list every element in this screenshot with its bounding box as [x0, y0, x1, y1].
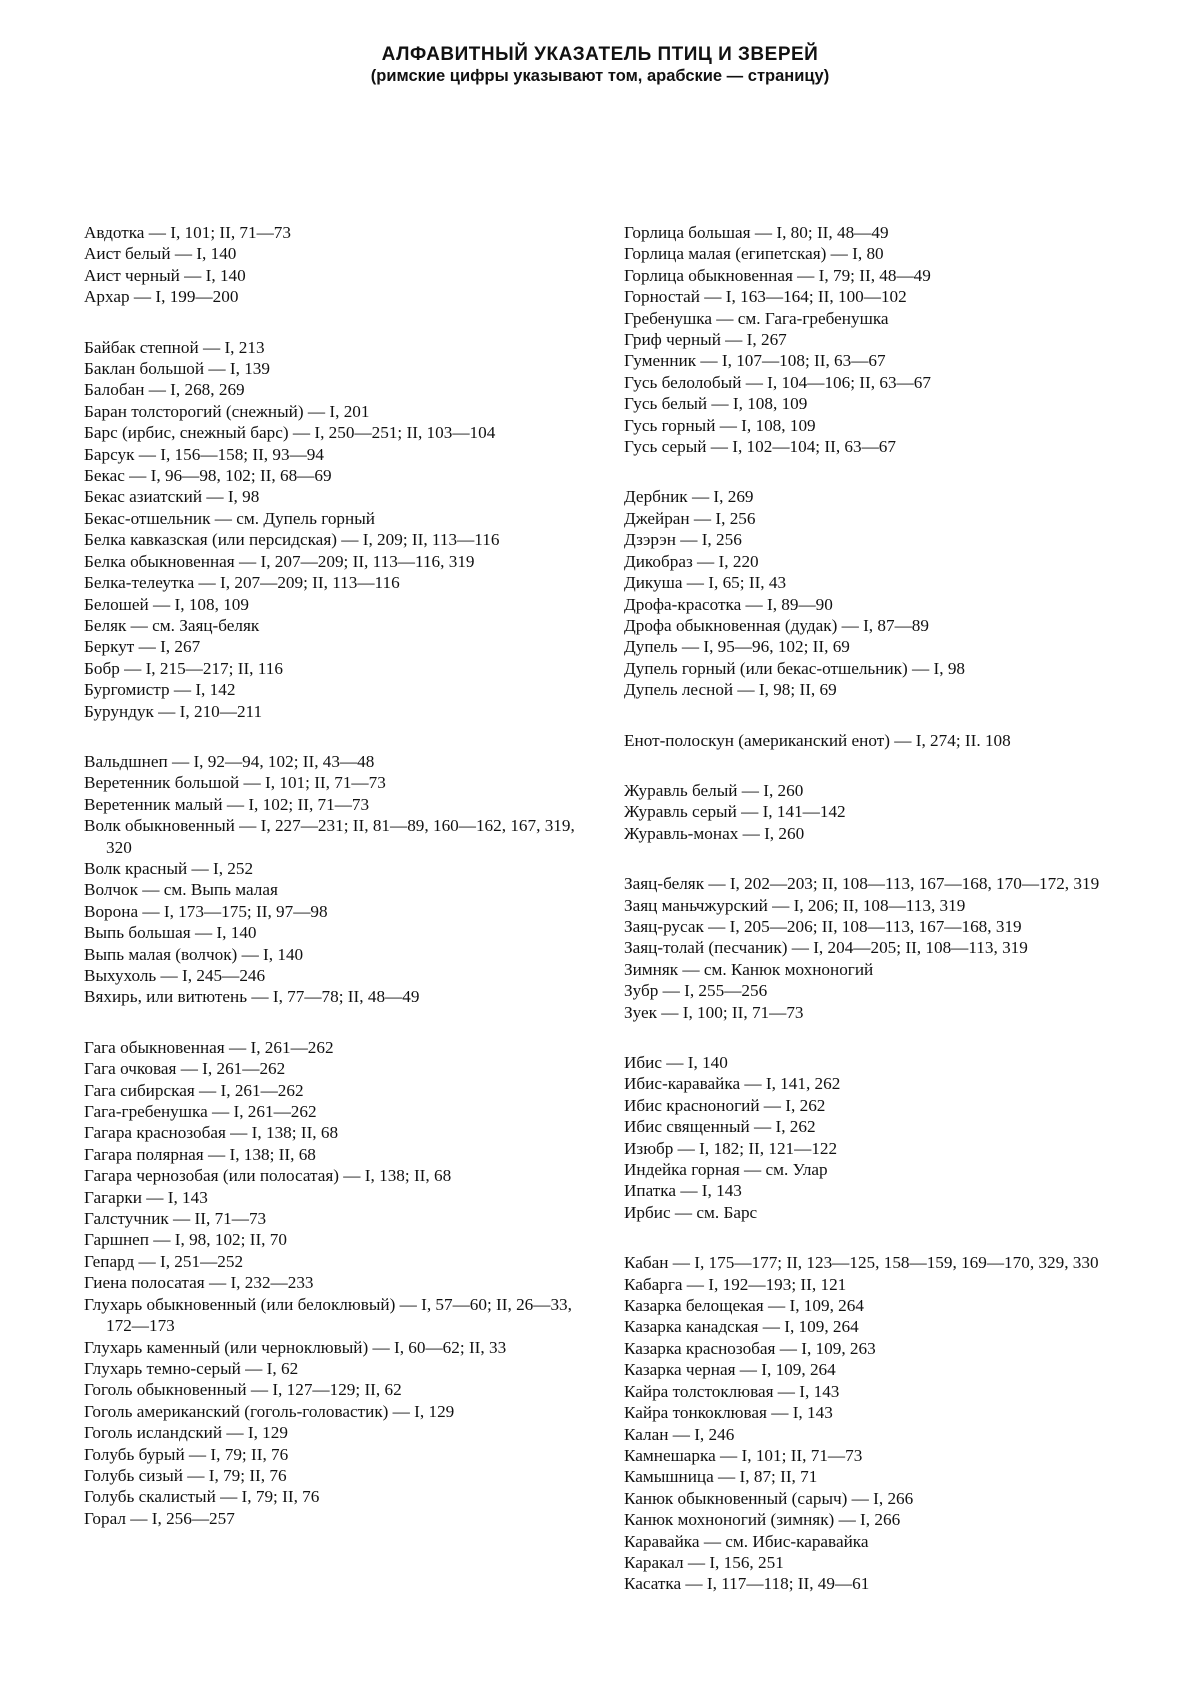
index-entry: Бургомистр — I, 142	[84, 680, 236, 700]
index-entry: Гриф черный — I, 267	[624, 330, 787, 350]
index-entry: Заяц-толай (песчаник) — I, 204—205; II, 108—113, 319	[624, 938, 1028, 958]
index-entry: Дикобраз — I, 220	[624, 551, 759, 571]
index-entry: Выхухоль — I, 245—246	[84, 966, 266, 985]
index-entry: Горал — I, 256—257	[84, 1508, 235, 1528]
index-entry: Индейка горная — см. Улар	[624, 1160, 828, 1180]
index-entry: Волчок — см. Выпь малая	[84, 880, 278, 900]
index-entry: Гагарки — I, 143	[84, 1187, 208, 1207]
index-entry: Гага сибирская — I, 261—262	[84, 1080, 304, 1100]
index-entry: Бекас азиатский — I, 98	[84, 487, 260, 507]
index-entry: Гусь белый — I, 108, 109	[624, 394, 808, 414]
index-entry: Казарка черная — I, 109, 264	[624, 1360, 836, 1380]
index-entry: Ипатка — I, 143	[624, 1181, 742, 1201]
index-entry: Гепард — I, 251—252	[84, 1251, 244, 1271]
index-entry: Горностай — I, 163—164; II, 100—102	[624, 287, 907, 307]
letter-group	[624, 1052, 1124, 1223]
index-entry: Аист черный — I, 140	[84, 265, 246, 285]
index-entry: Горлица обыкновенная — I, 79; II, 48—49	[624, 265, 931, 285]
index-entry: Вальдшнеп — I, 92—94, 102; II, 43—48	[84, 751, 375, 771]
index-entry: Казарка белощекая — I, 109, 264	[624, 1296, 864, 1316]
index-entry: Бобр — I, 215—217; II, 116	[84, 658, 283, 678]
index-entry: Веретенник большой — I, 101; II, 71—73	[84, 773, 386, 793]
index-entry: Енот-полоскун (американский енот) — I, 274; II. 108	[624, 730, 1011, 750]
letter-group	[624, 730, 1124, 751]
page-header	[0, 44, 1200, 86]
index-entry: Зимняк — см. Канюк мохноногий	[624, 959, 874, 979]
index-entry: Белка обыкновенная — I, 207—209; II, 113—116, 319	[84, 551, 475, 571]
index-entry: Канюк обыкновенный (сарыч) — I, 266	[624, 1488, 914, 1508]
index-entry: Глухарь каменный (или черноклювый) — I, 60—62; II, 33	[84, 1337, 507, 1357]
index-entry: Кабарга — I, 192—193; II, 121	[624, 1274, 847, 1294]
letter-group	[84, 751, 584, 1008]
index-entry: Зубр — I, 255—256	[624, 981, 768, 1001]
index-entry: Гребенушка — см. Гага-гребенушка	[624, 308, 889, 328]
letter-group	[84, 1037, 584, 1529]
letter-group	[624, 1252, 1124, 1595]
index-entry: Горлица малая (египетская) — I, 80	[624, 244, 884, 264]
index-entry: Гагара краснозобая — I, 138; II, 68	[84, 1123, 339, 1143]
index-entry: Голубь скалистый — I, 79; II, 76	[84, 1487, 320, 1507]
index-entry: Дупель — I, 95—96, 102; II, 69	[624, 637, 850, 657]
index-entry: Беркут — I, 267	[84, 637, 201, 657]
index-entry: Камнешарка — I, 101; II, 71—73	[624, 1445, 863, 1465]
left-column	[84, 222, 584, 1558]
index-entry: Авдотка — I, 101; II, 71—73	[84, 223, 291, 242]
index-entry: Дзэрэн — I, 256	[624, 530, 742, 550]
letter-group	[624, 873, 1124, 1023]
index-entry: Веретенник малый — I, 102; II, 71—73	[84, 794, 370, 814]
index-entry: Джейран — I, 256	[624, 508, 756, 528]
index-entry: Голубь сизый — I, 79; II, 76	[84, 1465, 287, 1485]
index-entry: Архар — I, 199—200	[84, 287, 239, 307]
index-entry: Гусь серый — I, 102—104; II, 63—67	[624, 437, 896, 457]
index-entry: Бекас — I, 96—98, 102; II, 68—69	[84, 466, 332, 486]
index-entry: Гагара чернозобая (или полосатая) — I, 138; II, 68	[84, 1166, 452, 1186]
index-entry: Дербник — I, 269	[624, 487, 754, 507]
index-entry: Заяц маньчжурский — I, 206; II, 108—113, 319	[624, 895, 966, 915]
index-entry: Дупель лесной — I, 98; II, 69	[624, 680, 837, 700]
index-entry: Ибис-каравайка — I, 141, 262	[624, 1074, 841, 1094]
index-entry: Байбак степной — I, 213	[84, 337, 265, 357]
index-entry: Ибис красноногий — I, 262	[624, 1095, 826, 1115]
index-entry: Дрофа-красотка — I, 89—90	[624, 594, 833, 614]
index-entry: Гага очковая — I, 261—262	[84, 1059, 286, 1079]
index-entry: Гоголь обыкновенный — I, 127—129; II, 62	[84, 1380, 402, 1400]
index-entry: Журавль белый — I, 260	[624, 780, 804, 800]
page-title: АЛФАВИТНЫЙ УКАЗАТЕЛЬ ПТИЦ И ЗВЕРЕЙ	[381, 44, 819, 65]
index-entry: Гоголь исландский — I, 129	[84, 1423, 288, 1443]
index-entry: Белка-телеутка — I, 207—209; II, 113—116	[84, 573, 400, 593]
index-entry: Каравайка — см. Ибис-каравайка	[624, 1531, 869, 1551]
index-entry: Гага обыкновенная — I, 261—262	[84, 1037, 334, 1057]
index-entry: Зуек — I, 100; II, 71—73	[624, 1002, 804, 1022]
index-entry: Белка кавказская (или персидская) — I, 209; II, 113—116	[84, 530, 500, 550]
index-entry: Журавль-монах — I, 260	[624, 823, 805, 843]
index-entry: Казарка канадская — I, 109, 264	[624, 1317, 859, 1337]
index-entry: Ибис — I, 140	[624, 1053, 728, 1072]
right-column	[624, 222, 1124, 1624]
index-entry: Заяц-русак — I, 205—206; II, 108—113, 167—168, 319	[624, 916, 1022, 936]
index-entry: Баклан большой — I, 139	[84, 359, 270, 379]
index-entry: Баран толсторогий (снежный) — I, 201	[84, 401, 370, 421]
index-entry: Дикуша — I, 65; II, 43	[624, 573, 787, 593]
index-entry: Барс (ирбис, снежный барс) — I, 250—251; II, 103—104	[84, 423, 496, 443]
index-entry: Кайра толстоклювая — I, 143	[624, 1381, 840, 1401]
index-entry: Журавль серый — I, 141—142	[624, 802, 846, 822]
index-entry: Заяц-беляк — I, 202—203; II, 108—113, 167—168, 170—172, 319	[624, 874, 1100, 894]
index-entry: Горлица большая — I, 80; II, 48—49	[624, 223, 889, 242]
index-entry: Балобан — I, 268, 269	[84, 380, 245, 400]
index-entry: Бурундук — I, 210—211	[84, 701, 263, 721]
index-entry: Калан — I, 246	[624, 1424, 735, 1444]
index-entry: Выпь большая — I, 140	[84, 923, 257, 943]
index-entry: Гиена полосатая — I, 232—233	[84, 1273, 314, 1293]
index-entry: Глухарь обыкновенный (или белоклювый) — I, 57—60; II, 26—33, 172—173	[84, 1294, 572, 1336]
index-entry: Кайра тонкоклювая — I, 143	[624, 1403, 833, 1423]
index-entry: Изюбр — I, 182; II, 121—122	[624, 1138, 838, 1158]
page-subtitle: (римские цифры указывают том, арабские — страницу)	[370, 67, 830, 85]
index-entry: Дупель горный (или бекас-отшельник) — I, 98	[624, 658, 966, 678]
index-entry: Гуменник — I, 107—108; II, 63—67	[624, 351, 886, 371]
index-entry: Ворона — I, 173—175; II, 97—98	[84, 901, 328, 921]
index-entry: Гусь белолобый — I, 104—106; II, 63—67	[624, 372, 931, 392]
index-entry: Беляк — см. Заяц-беляк	[84, 615, 260, 635]
index-entry: Касатка — I, 117—118; II, 49—61	[624, 1574, 870, 1594]
index-entry: Гусь горный — I, 108, 109	[624, 415, 816, 435]
index-entry: Волк красный — I, 252	[84, 858, 254, 878]
letter-group	[84, 222, 584, 308]
index-entry: Ибис священный — I, 262	[624, 1117, 816, 1137]
letter-group	[624, 222, 1124, 457]
index-entry: Ирбис — см. Барс	[624, 1202, 758, 1222]
index-entry: Вяхирь, или витютень — I, 77—78; II, 48—49	[84, 987, 420, 1007]
index-entry: Кабан — I, 175—177; II, 123—125, 158—159, 169—170, 329, 330	[624, 1253, 1099, 1273]
letter-group	[624, 780, 1124, 844]
index-entry: Казарка краснозобая — I, 109, 263	[624, 1338, 876, 1358]
index-entry: Аист белый — I, 140	[84, 244, 237, 264]
index-entry: Глухарь темно-серый — I, 62	[84, 1358, 299, 1378]
index-entry: Дрофа обыкновенная (дудак) — I, 87—89	[624, 615, 929, 635]
letter-group	[624, 486, 1124, 700]
index-entry: Каракал — I, 156, 251	[624, 1552, 784, 1572]
index-entry: Галстучник — II, 71—73	[84, 1209, 267, 1229]
index-entry: Волк обыкновенный — I, 227—231; II, 81—89, 160—162, 167, 319, 320	[84, 816, 575, 857]
index-entry: Гоголь американский (гоголь-головастик) — I, 129	[84, 1401, 455, 1421]
index-entry: Гага-гребенушка — I, 261—262	[84, 1102, 317, 1122]
index-entry: Голубь бурый — I, 79; II, 76	[84, 1444, 289, 1464]
index-entry: Камышница — I, 87; II, 71	[624, 1467, 818, 1487]
index-entry: Белошей — I, 108, 109	[84, 594, 249, 614]
index-entry: Гаршнеп — I, 98, 102; II, 70	[84, 1230, 287, 1250]
index-entry: Бекас-отшельник — см. Дупель горный	[84, 508, 375, 528]
index-entry: Барсук — I, 156—158; II, 93—94	[84, 444, 324, 464]
index-entry: Гагара полярная — I, 138; II, 68	[84, 1144, 316, 1164]
index-entry: Выпь малая (волчок) — I, 140	[84, 944, 304, 964]
letter-group	[84, 337, 584, 722]
index-entry: Канюк мохноногий (зимняк) — I, 266	[624, 1510, 901, 1530]
